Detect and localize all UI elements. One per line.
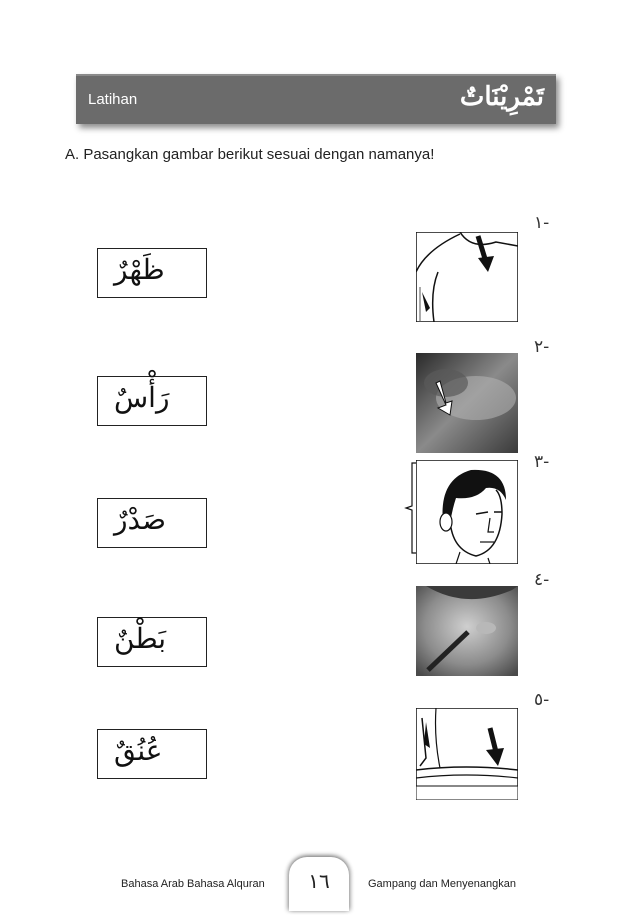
item-number-4: ٤- [534, 570, 550, 590]
page-number: ١٦ [308, 869, 330, 893]
arabic-word: رَأْسٌ [114, 381, 170, 414]
item-number-5: ٥- [534, 690, 550, 710]
word-box-2[interactable] [97, 376, 207, 426]
stomach-illustration[interactable] [416, 708, 518, 800]
head-illustration[interactable] [416, 460, 518, 564]
neck-photo[interactable] [416, 586, 518, 676]
arabic-word: بَطْنٌ [114, 622, 167, 655]
item-number-1: ١- [534, 213, 550, 233]
footer-book-title: Bahasa Arab Bahasa Alquran [121, 878, 265, 890]
section-banner [76, 74, 556, 124]
footer-tagline: Gampang dan Menyenangkan [368, 878, 516, 890]
exercise-instruction: A. Pasangkan gambar berikut sesuai dengan namanya! [65, 146, 435, 163]
banner-title-latin: Latihan [88, 91, 138, 108]
word-box-4[interactable] [97, 617, 207, 667]
word-box-3[interactable] [97, 498, 207, 548]
arabic-word: عُنُقٌ [114, 734, 163, 767]
item-number-2: ٢- [534, 337, 550, 357]
word-box-1[interactable] [97, 248, 207, 298]
arabic-word: صَدْرٌ [114, 503, 166, 536]
item-number-3: ٣- [534, 452, 550, 472]
chest-illustration[interactable] [416, 232, 518, 322]
shoulder-back-photo[interactable] [416, 353, 518, 453]
page-number-badge [289, 857, 349, 911]
banner-title-arabic: تَمْرِيْنَاتٌ [459, 82, 544, 112]
arabic-word: ظَهْرٌ [114, 253, 165, 286]
word-box-5[interactable] [97, 729, 207, 779]
